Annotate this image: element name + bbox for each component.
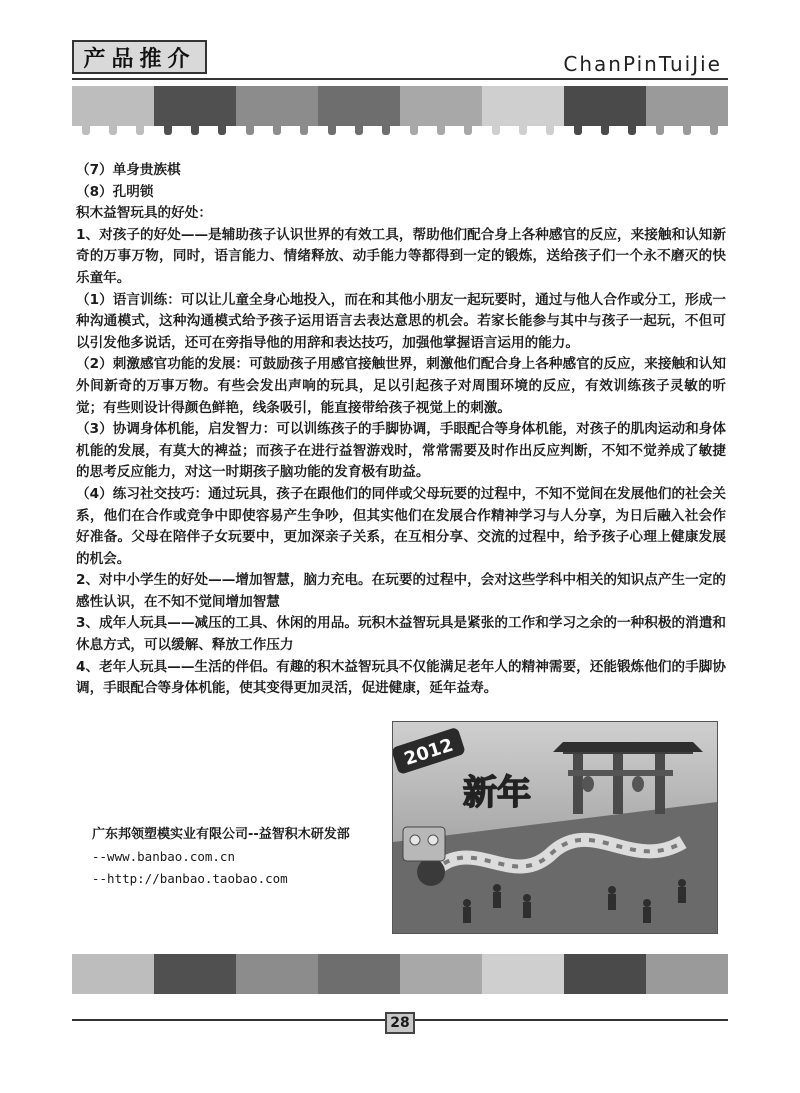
brick-stud	[683, 957, 691, 966]
brick-block	[236, 86, 318, 126]
body-paragraph: （7）单身贵族棋	[76, 162, 181, 178]
brick-block	[72, 86, 154, 126]
brick-stud	[492, 126, 500, 135]
brick-stud	[273, 957, 281, 966]
page-number: 28	[385, 1012, 415, 1034]
brick-stud	[546, 126, 554, 135]
brick-block	[564, 86, 646, 126]
brick-block	[236, 954, 318, 994]
brick-stud	[410, 126, 418, 135]
product-photo	[392, 721, 718, 934]
brick-stud	[136, 957, 144, 966]
brick-stud	[191, 957, 199, 966]
brick-stud	[601, 126, 609, 135]
lego-new-year-scene-image	[393, 722, 717, 933]
brick-stud	[136, 126, 144, 135]
photo-year: 2012	[401, 734, 456, 771]
header-brick-band	[72, 86, 728, 138]
company-name: 广东邦领塑模实业有限公司--益智积木研发部	[92, 827, 350, 842]
brick-block	[400, 86, 482, 126]
body-paragraph: 2、对中小学生的好处——增加智慧，脑力充电。在玩要的过程中，会对这些学科中相关的知识点产生一定的感性认识，在不知不觉间增加智慧	[76, 572, 726, 610]
brick-block	[482, 954, 564, 994]
brick-stud	[164, 957, 172, 966]
brick-block	[318, 954, 400, 994]
brick-stud	[710, 126, 718, 135]
brick-stud	[574, 957, 582, 966]
company-info	[92, 824, 350, 890]
brick-stud	[300, 126, 308, 135]
brick-stud	[109, 957, 117, 966]
body-paragraph: 1、对孩子的好处——是辅助孩子认识世界的有效工具，帮助他们配合身上各种感官的反应，来接触和认知新奇的万事万物，同时，语言能力、情绪释放、动手能力等都得到一定的锻炼，送给孩子们一个永不磨灭的快乐童年。	[76, 226, 726, 286]
brick-block	[646, 954, 728, 994]
brick-stud	[546, 957, 554, 966]
brick-stud	[82, 957, 90, 966]
brick-block	[154, 954, 236, 994]
brick-stud	[246, 126, 254, 135]
brick-stud	[656, 126, 664, 135]
brick-stud	[628, 957, 636, 966]
brick-block	[154, 86, 236, 126]
header-rule	[72, 78, 728, 80]
body-paragraph: （2）刺激感官功能的发展：可鼓励孩子用感官接触世界，刺激他们配合身上各种感官的反应，来接触和认知外间新奇的万事万物。有些会发出声响的玩具，足以引起孩子对周围环境的反应，有效训练孩子灵敏的听觉；有些则设计得颜色鲜艳，线条吸引，能直接带给孩子视觉上的刺激。	[76, 356, 726, 416]
brick-stud	[328, 126, 336, 135]
brick-stud	[218, 126, 226, 135]
brick-block	[72, 954, 154, 994]
brick-stud	[355, 126, 363, 135]
brick-stud	[273, 126, 281, 135]
brick-stud	[628, 126, 636, 135]
brick-stud	[246, 957, 254, 966]
body-paragraph: （4）练习社交技巧：通过玩具，孩子在跟他们的同伴或父母玩要的过程中，不知不觉间在发展他们的社会关系，他们在合作或竞争中即使容易产生争吵，但其实他们在发展合作精神学习与人分享，为日后融入社会作好准备。父母在陪伴子女玩要中，更加深亲子关系，在互相分享、交流的过程中，给予孩子心理上健康发展的机会。	[76, 485, 726, 567]
body-paragraph: （3）协调身体机能，启发智力：可以训练孩子的手脚协调，手眼配合等身体机能，对孩子的肌肉运动和身体机能的发展，有莫大的裨益；而孩子在进行益智游戏时，常常需要及时作出反应判断，不知不觉养成了敏捷的思考反应能力，对这一时期孩子脑功能的发育极有助益。	[76, 421, 726, 481]
brick-stud	[300, 957, 308, 966]
brick-stud	[437, 126, 445, 135]
brick-stud	[109, 126, 117, 135]
body-paragraph: （8）孔明锁	[76, 183, 154, 200]
brick-stud	[328, 957, 336, 966]
brick-stud	[410, 957, 418, 966]
brick-stud	[574, 126, 582, 135]
photo-caption: 新年	[463, 773, 531, 813]
body-paragraph: 积木益智玩具的好处：	[76, 205, 212, 222]
body-paragraph: 3、成年人玩具——减压的工具、休闲的用品。玩积木益智玩具是紧张的工作和学习之余的一种积极的消遣和休息方式，可以缓解、释放工作压力	[76, 615, 726, 654]
brick-stud	[382, 957, 390, 966]
brick-stud	[164, 126, 172, 135]
brick-stud	[519, 126, 527, 135]
brick-stud	[382, 126, 390, 135]
brick-stud	[464, 957, 472, 966]
brick-stud	[710, 957, 718, 966]
brick-block	[318, 86, 400, 126]
brick-block	[646, 86, 728, 126]
article-body	[76, 160, 726, 700]
company-shop-url: --http://banbao.taobao.com	[92, 871, 288, 886]
section-title-latin: ChanPinTuiJie	[563, 52, 722, 76]
body-paragraph: 4、老年人玩具——生活的伴侣。有趣的积木益智玩具不仅能满足老年人的精神需要，还能锻炼他们的手脚协调，手眼配合等身体机能，使其变得更加灵活，促进健康，延年益寿。	[76, 658, 726, 697]
brick-stud	[656, 957, 664, 966]
brick-stud	[82, 126, 90, 135]
brick-stud	[355, 957, 363, 966]
brick-block	[482, 86, 564, 126]
brick-block	[564, 954, 646, 994]
brick-stud	[218, 957, 226, 966]
body-paragraph: （1）语言训练：可以让儿童全身心地投入，而在和其他小朋友一起玩要时，通过与他人合作或分工，形成一种沟通模式，这种沟通模式给予孩子运用语言去表达意思的机会。若家长能参与其中与孩子一起玩，不但可以引发他多说话，还可在旁指导他的用辞和表达技巧，加强他掌握语言运用的能力。	[76, 291, 726, 351]
brick-block	[400, 954, 482, 994]
company-website: --www.banbao.com.cn	[92, 849, 235, 864]
brick-stud	[191, 126, 199, 135]
brick-stud	[464, 126, 472, 135]
section-title: 产品推介	[72, 40, 207, 74]
footer-brick-band	[72, 942, 728, 994]
brick-stud	[601, 957, 609, 966]
brick-stud	[437, 957, 445, 966]
brick-stud	[492, 957, 500, 966]
brick-stud	[683, 126, 691, 135]
brick-stud	[519, 957, 527, 966]
